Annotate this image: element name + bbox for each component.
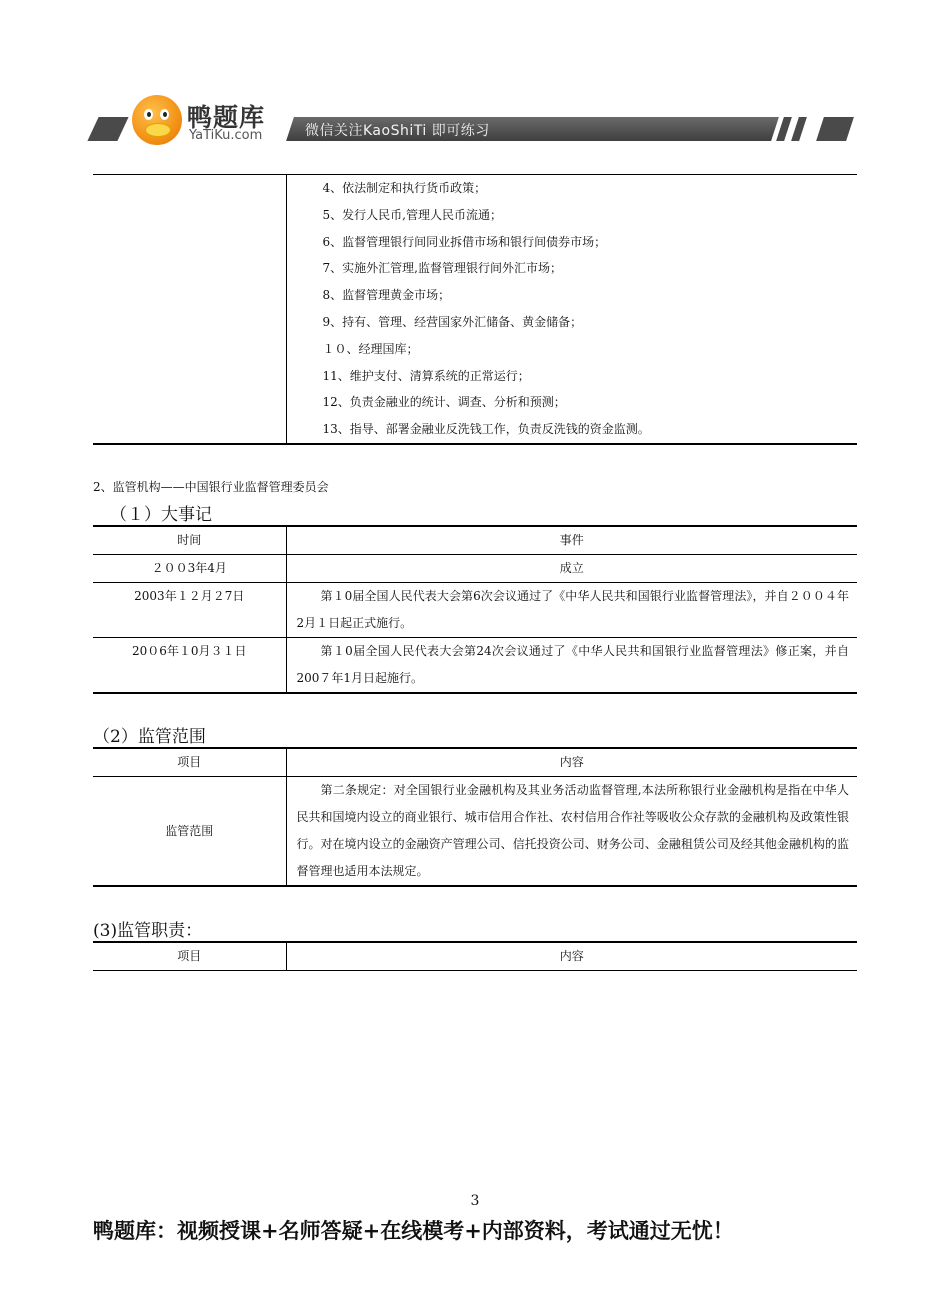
scope-table <box>93 747 857 887</box>
scope-content: 第二条规定：对全国银行业金融机构及其业务活动监督管理,本法所称银行业金融机构是指在中华人民共和国境内设立的商业银行、城市信用合作社、农村信用合作社等吸收公众存款的金融机构及政策性银行。对在境内设立的金融资产管理公司、信托投资公司、财务公司、金融租赁公司及经其他金融机构的监督管理也适用本法规定。 <box>286 777 857 887</box>
col-header-content: 内容 <box>286 942 857 971</box>
duck-logo-icon <box>132 95 182 145</box>
duty3-table <box>93 941 857 971</box>
duty-item: １０、经理国库； <box>322 341 419 356</box>
banner-stripe <box>816 117 854 141</box>
col-header-time: 时间 <box>93 526 286 555</box>
table-row <box>93 638 857 694</box>
event-desc: 成立 <box>286 555 857 583</box>
duty-item: 4、依法制定和执行货币政策； <box>322 181 487 195</box>
duty-item: 13、指导、部署金融业反洗钱工作，负责反洗钱的资金监测。 <box>322 422 650 437</box>
duties-table <box>93 174 857 445</box>
event-desc: 第１0届全国人民代表大会第24次会议通过了《中华人民共和国银行业监督管理法》修正案，并自200７年1月日起施行。 <box>286 638 857 694</box>
duties-left-cell <box>93 175 286 444</box>
logo-domain: YaTiKu.com <box>189 128 263 143</box>
logo-text: 鸭题库 <box>187 103 266 132</box>
duty-item: 5、发行人民币,管理人民币流通； <box>322 207 502 222</box>
page-header <box>0 0 950 170</box>
duties-list-cell <box>286 175 857 444</box>
banner-text: 微信关注KaoShiTi 即可练习 <box>305 123 490 139</box>
event-time: 2003年１２月２7日 <box>93 583 286 638</box>
scope-heading: （2）监管范围 <box>93 727 206 747</box>
duty-item: 12、负责金融业的统计、调查、分析和预测； <box>322 395 566 410</box>
banner-stripe <box>87 117 128 141</box>
event-time: ２００3年4月 <box>93 555 286 583</box>
banner-stripe <box>791 117 807 141</box>
scope-item: 监管范围 <box>165 823 214 838</box>
events-table <box>93 525 857 694</box>
col-header-item: 项目 <box>93 748 286 777</box>
duty3-heading: (3)监管职责： <box>93 921 203 941</box>
events-heading: （１）大事记 <box>110 505 212 525</box>
table-row <box>93 583 857 638</box>
table-row <box>93 555 857 583</box>
page-number: 3 <box>470 1193 480 1209</box>
table-row <box>93 777 857 887</box>
col-header-event: 事件 <box>286 526 857 555</box>
banner-stripe <box>776 117 792 141</box>
footer-slogan: 鸭题库：视频授课+名师答疑+在线模考+内部资料，考试通过无忧！ <box>93 1218 734 1243</box>
event-time: 20０6年１0月３１日 <box>131 644 247 658</box>
duty-item: 11、维护支付、清算系统的正常运行； <box>322 368 530 383</box>
duty-item: 6、监督管理银行间同业拆借市场和银行间债券市场； <box>322 234 607 249</box>
col-header-item: 项目 <box>93 942 286 971</box>
event-desc: 第１0届全国人民代表大会第6次会议通过了《中华人民共和国银行业监督管理法》，并自２００４年2月１日起正式施行。 <box>286 583 857 638</box>
duty-item: 9、持有、管理、经营国家外汇储备、黄金储备； <box>322 314 583 329</box>
duty-item: 8、监督管理黄金市场； <box>322 288 451 303</box>
duty-item: 7、实施外汇管理,监督管理银行间外汇市场； <box>322 261 562 276</box>
section-heading: 2、监管机构——中国银行业监督管理委员会 <box>93 480 329 494</box>
col-header-content: 内容 <box>286 748 857 777</box>
